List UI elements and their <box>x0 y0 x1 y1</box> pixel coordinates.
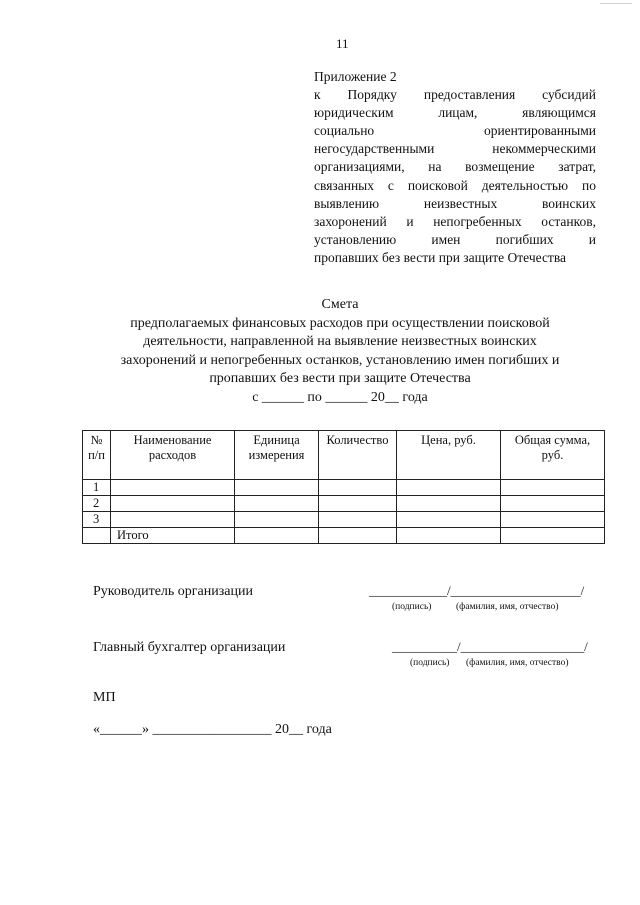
appendix-word: субсидий <box>542 87 596 103</box>
appendix-word: имен <box>431 231 461 247</box>
header-expense-name: Наименование расходов <box>111 431 235 480</box>
appendix-word: деятельностью <box>481 177 569 193</box>
appendix-word: Приложение 2 <box>314 69 397 84</box>
table-cell <box>319 528 397 544</box>
table-cell <box>319 512 397 528</box>
title-line-3: захоронений и непогребенных останков, установлению имен погибших и <box>120 352 560 368</box>
table-total-row <box>83 528 605 544</box>
appendix-word: и <box>406 213 414 229</box>
header-price: Цена, руб. <box>397 431 501 480</box>
appendix-line <box>314 140 596 158</box>
table-row <box>83 512 605 528</box>
appendix-word: захоронений <box>314 213 387 229</box>
appendix-word: затрат, <box>558 159 596 175</box>
row-number: 2 <box>83 496 111 512</box>
appendix-header <box>314 68 596 267</box>
table-cell <box>397 480 501 496</box>
table-cell <box>501 496 605 512</box>
appendix-word: пропавших без вести при защите Отечества <box>314 249 567 265</box>
table-cell <box>235 480 319 496</box>
appendix-word: являющимся <box>522 105 596 121</box>
appendix-word: выявлению <box>314 195 380 211</box>
page-number: 11 <box>336 36 349 51</box>
appendix-word: с <box>387 177 394 193</box>
appendix-line <box>314 249 596 267</box>
table-row <box>83 480 605 496</box>
document-title <box>60 296 620 407</box>
appendix-word: погибших <box>495 231 554 247</box>
appendix-line <box>314 158 596 176</box>
table-cell <box>111 480 235 496</box>
table-cell <box>397 512 501 528</box>
appendix-line <box>314 195 596 213</box>
date-line: «______» _________________ 20__ года <box>93 722 332 737</box>
table-cell <box>501 528 605 544</box>
appendix-word: воинских <box>541 195 596 211</box>
table-cell <box>319 480 397 496</box>
table-cell <box>111 512 235 528</box>
appendix-word: некоммерческими <box>492 141 596 157</box>
table-cell <box>501 512 605 528</box>
table-cell <box>235 496 319 512</box>
period-line: с ______ по ______ 20__ года <box>252 389 428 405</box>
table-header-row <box>83 431 605 480</box>
appendix-word: организациями, <box>314 159 405 175</box>
appendix-word: социально <box>314 123 375 139</box>
header-quantity: Количество <box>319 431 397 480</box>
row-number: 3 <box>83 512 111 528</box>
accountant-sign-caption: (подпись) <box>410 658 450 668</box>
appendix-line <box>314 104 596 122</box>
table-cell <box>397 528 501 544</box>
appendix-word: связанных <box>314 177 374 193</box>
table-cell <box>319 496 397 512</box>
accountant-signature-label: Главный бухгалтер организации <box>93 640 286 655</box>
appendix-word: негосударственными <box>314 141 435 157</box>
estimate-table <box>82 430 604 544</box>
header-number: № п/п <box>83 431 111 480</box>
appendix-line <box>314 213 596 231</box>
head-signature-line: ____________/____________________/ <box>369 583 585 598</box>
appendix-word: ориентированными <box>483 123 596 139</box>
head-name-caption: (фамилия, имя, отчество) <box>456 602 559 612</box>
accountant-name-caption: (фамилия, имя, отчество) <box>466 658 569 668</box>
appendix-line <box>314 177 596 195</box>
title-line-1: предполагаемых финансовых расходов при осуществлении поисковой <box>130 315 550 331</box>
table-cell <box>111 496 235 512</box>
appendix-word: на <box>428 159 442 175</box>
table-cell <box>501 480 605 496</box>
appendix-word: юридическим <box>314 105 394 121</box>
appendix-word: и <box>588 231 596 247</box>
table-cell <box>397 496 501 512</box>
appendix-line <box>314 68 596 86</box>
accountant-signature-line: __________/___________________/ <box>392 639 588 654</box>
appendix-word: лицам, <box>438 105 478 121</box>
stamp-label: МП <box>93 690 116 705</box>
header-unit: Единица измерения <box>235 431 319 480</box>
appendix-word: установлению <box>314 231 397 247</box>
head-signature-label: Руководитель организации <box>93 584 253 599</box>
row-number: 1 <box>83 480 111 496</box>
appendix-line <box>314 86 596 104</box>
appendix-word: поисковой <box>407 177 468 193</box>
table-cell <box>83 528 111 544</box>
appendix-word: непогребенных <box>433 213 522 229</box>
appendix-word: Порядку <box>347 87 397 103</box>
appendix-word: предоставления <box>423 87 516 103</box>
table-row <box>83 496 605 512</box>
appendix-word: неизвестных <box>423 195 498 211</box>
appendix-word: останков, <box>541 213 596 229</box>
title-heading: Смета <box>321 297 359 312</box>
table-cell <box>235 512 319 528</box>
title-line-4: пропавших без вести при защите Отечества <box>209 371 471 386</box>
total-label: Итого <box>111 528 235 544</box>
appendix-line <box>314 231 596 249</box>
corner-mark: ________ <box>600 0 632 5</box>
appendix-word: к <box>314 87 321 103</box>
title-line-2: деятельности, направленной на выявление неизвестных воинских <box>143 334 537 349</box>
head-sign-caption: (подпись) <box>392 602 432 612</box>
appendix-line <box>314 122 596 140</box>
appendix-word: по <box>582 177 596 193</box>
appendix-word: возмещение <box>465 159 535 175</box>
header-total-sum: Общая сумма, руб. <box>501 431 605 480</box>
table-cell <box>235 528 319 544</box>
